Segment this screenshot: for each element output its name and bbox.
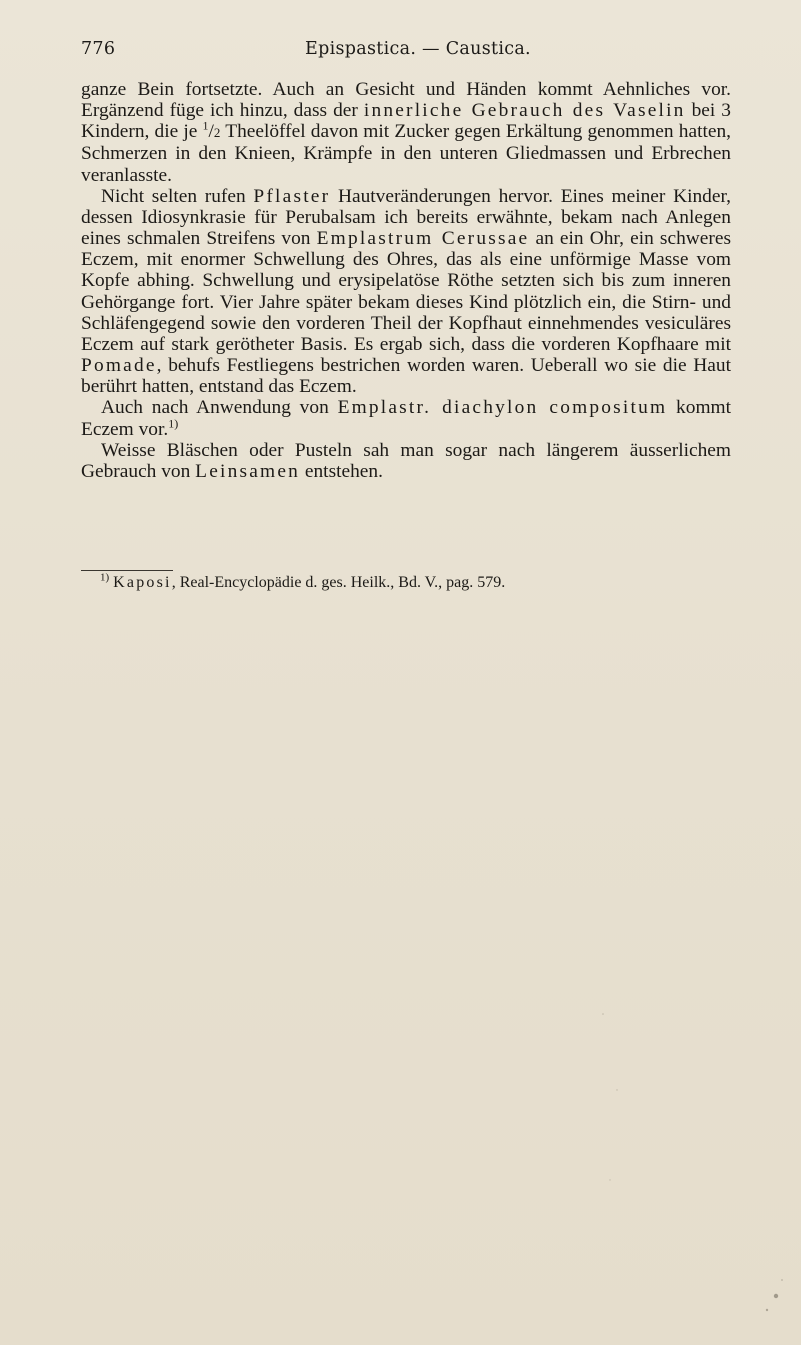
- body-text: [81, 79, 731, 482]
- footnote: [100, 573, 740, 593]
- spaced-term-emplastr-diachylon: Emplastr. diachylon compositum: [337, 397, 668, 419]
- paragraph-1-text-d: Theelöffel davon mit Zucker gegen Erkältung genommen hatten, Schmerzen in den Knieen, Krämpfe in den unteren Gliedmassen und Erbrechen veranlasste.: [81, 121, 731, 186]
- running-title: Epispastica. — Caustica.: [305, 39, 531, 59]
- paragraph-1-text-c: bei 3 Kindern, die je: [81, 100, 731, 143]
- page-number: 776: [81, 39, 116, 59]
- paragraph-1: ganze Bein fortsetzte. Auch an Gesicht und Händen kommt Aehnliches vor. Ergänzend füge ich hinzu, dass der innerliche Gebrauch des Vaselin bei 3 Kindern, die je $^1$/2 Theelöffel davon mit Zucker gegen Erkältung genommen hatten, Schmerzen in den Knieen, Krämpfe in den unteren Gliedmassen und Erbrechen veranlasste.: [81, 79, 731, 186]
- speck: [774, 1294, 778, 1298]
- paragraph-3-text-a: Auch nach Anwendung von: [101, 397, 338, 419]
- paragraph-3: [81, 397, 731, 439]
- speck: [766, 1309, 768, 1311]
- spaced-term-pflaster: Pflaster: [253, 185, 331, 207]
- paragraph-1-text-a: ganze Bein fortsetzte. Auch an Gesicht und Händen kommt Aehnliches vor. Ergänzend füge ich hinzu, dass der: [81, 79, 731, 122]
- speck: [602, 1013, 604, 1015]
- speck: [781, 1279, 783, 1281]
- fraction-numerator: 1: [202, 118, 209, 133]
- spaced-term-emplastrum-cerussae: Emplastrum Cerussae: [316, 228, 530, 250]
- page-header: [81, 39, 737, 63]
- paragraph-4: [81, 440, 731, 482]
- paragraph-3-text-c: kommt Eczem vor.: [81, 397, 731, 440]
- spaced-term-leinsamen: Leinsamen: [195, 460, 301, 482]
- paragraph-2-text-e: an ein Ohr, ein schweres Eczem, mit enormer Schwellung des Ohres, das als eine unförmige Masse vom Kopfe abhing. Schwellung und erysipelatöse Röthe setzten sich bis zum inneren Gehörgange fort. Vier Jahre später bekam dieses Kind plötzlich ein, die Stirn- und Schläfengegend sowie den vorderen Theil der Kopfhaut einnehmendes vesiculäres Eczem auf stark gerötheter Basis. Es ergab sich, dass die vorderen Kopfhaare mit: [81, 228, 731, 355]
- footnote-mark: 1): [100, 571, 110, 584]
- footnote-text: , Real-Encyclopädie d. ges. Heilk., Bd. V., pag. 579.: [171, 574, 506, 591]
- spaced-term-innerliche-gebrauch: innerliche Gebrauch des Vaselin: [363, 100, 686, 122]
- fraction-denominator: 2: [213, 125, 221, 141]
- footnote-reference: 1): [168, 416, 179, 431]
- footnote-rule: [81, 570, 173, 571]
- paragraph-4-text-c: entstehen.: [300, 460, 383, 482]
- spaced-term-pomade: Pomade: [81, 355, 157, 377]
- footnote-author: Kaposi: [113, 574, 172, 591]
- speck: [609, 1179, 610, 1180]
- speck: [616, 1089, 617, 1090]
- paragraph-4-text-a: Weisse Bläschen oder Pusteln sah man sogar nach längerem äusserlichem Gebrauch von: [81, 439, 731, 482]
- paragraph-2: [81, 186, 731, 398]
- paragraph-2-text-a: Nicht selten rufen: [101, 185, 254, 207]
- paragraph-2-text-c: Hautveränderungen hervor. Eines meiner Kinder, dessen Idiosynkrasie für Perubalsam ich bereits erwähnte, bekam nach Anlegen eines schmalen Streifens von: [81, 185, 731, 250]
- paragraph-2-text-g: , behufs Festliegens bestrichen worden waren. Ueberall wo sie die Haut berührt hatten, entstand das Eczem.: [81, 355, 731, 398]
